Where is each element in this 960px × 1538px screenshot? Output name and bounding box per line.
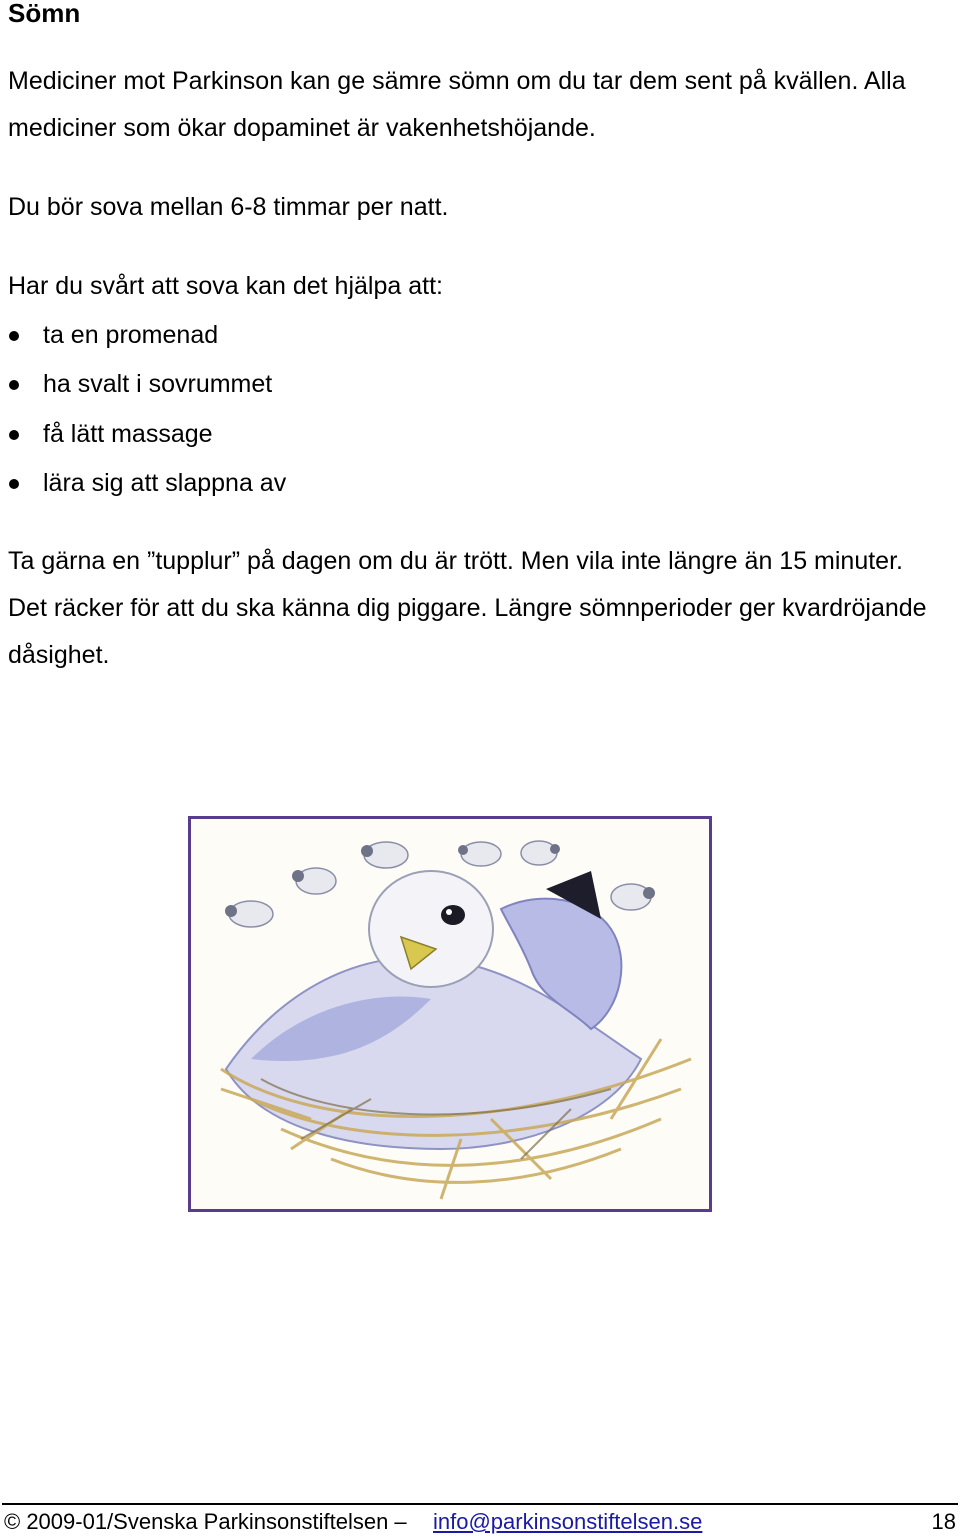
bullet-icon: [9, 331, 19, 341]
bullet-icon: [9, 430, 19, 440]
paragraph-sleep-hours: Du bör sova mellan 6-8 timmar per natt.: [8, 193, 449, 221]
list-item: [0, 460, 286, 509]
tips-list: [0, 312, 286, 509]
bullet-icon: [9, 380, 19, 390]
list-item-text: lära sig att slappna av: [43, 468, 287, 497]
bullet-icon: [9, 479, 19, 489]
list-item: [0, 411, 286, 460]
list-item-text: få lätt massage: [43, 419, 213, 448]
paragraph-medication: Mediciner mot Parkinson kan ge sämre sömn om du tar dem sent på kvällen. Alla mediciner som ökar dopaminet är vakenhetshöjande.: [8, 67, 906, 142]
list-item-text: ha svalt i sovrummet: [43, 370, 273, 399]
list-item: [0, 361, 286, 410]
list-item: [0, 312, 286, 361]
list-item-text: ta en promenad: [43, 321, 219, 349]
page-footer: [0, 1503, 960, 1536]
page-number: 18: [931, 1509, 956, 1534]
paragraph-nap: Ta gärna en ”tupplur” på dagen om du är trött. Men vila inte längre än 15 minuter. Det räcker för att du ska känna dig piggare. Längre sömnperioder ger kvardröjande dåsighet.: [8, 547, 927, 669]
footer-copyright: © 2009-01/Svenska Parkinsonstiftelsen –: [4, 1509, 407, 1534]
illustration-bird-in-nest: [188, 816, 712, 1212]
footer-email-link[interactable]: info@parkinsonstiftelsen.se: [433, 1509, 703, 1534]
paragraph-tips-intro: Har du svårt att sova kan det hjälpa att:: [8, 272, 443, 300]
watercolor-bird-image: [191, 819, 709, 1209]
page-title: Sömn: [8, 0, 81, 28]
